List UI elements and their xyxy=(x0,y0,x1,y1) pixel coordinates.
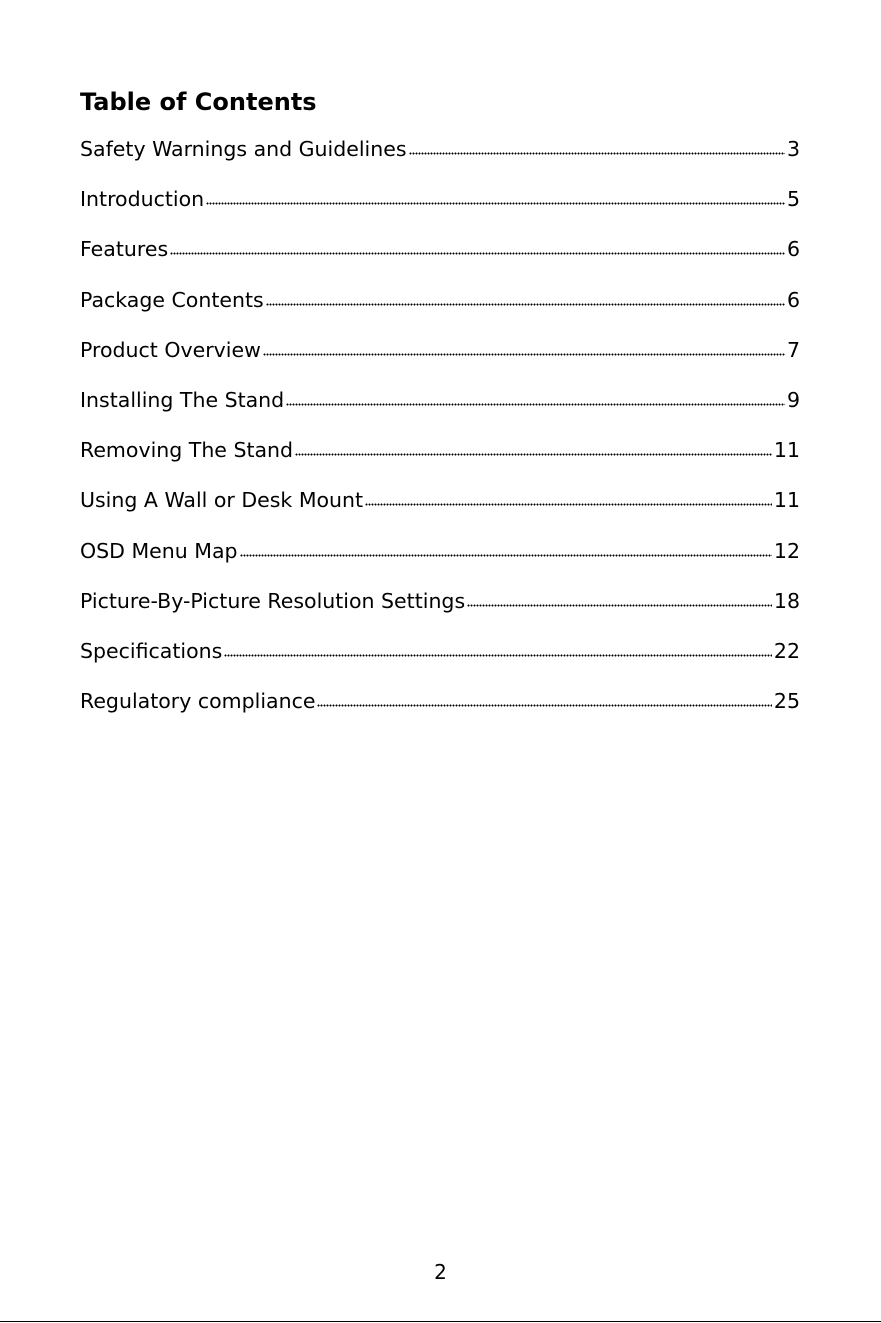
toc-entry-label[interactable]: Safety Warnings and Guidelines xyxy=(80,137,407,161)
bottom-divider xyxy=(0,1321,881,1322)
toc-dot-leader xyxy=(224,653,772,657)
toc-entry-specifications[interactable] xyxy=(80,637,800,687)
toc-entry-removing-stand[interactable] xyxy=(80,436,800,486)
toc-dot-leader xyxy=(286,402,785,406)
toc-entry-page[interactable]: 9 xyxy=(786,387,800,412)
toc-entry-page[interactable]: 6 xyxy=(786,237,800,262)
toc-entry-installing-stand[interactable] xyxy=(80,386,800,436)
toc-entry-label[interactable]: Product Overview xyxy=(80,337,261,362)
toc-entry-label[interactable]: OSD Menu Map xyxy=(80,538,238,563)
toc-dot-leader xyxy=(295,452,772,456)
toc-entry-page[interactable]: 7 xyxy=(786,337,800,362)
toc-entry-pbp-resolution[interactable] xyxy=(80,587,800,637)
toc-entry-label[interactable]: Introduction xyxy=(80,187,205,212)
toc-entry-page[interactable]: 11 xyxy=(773,438,800,463)
toc-entry-label[interactable]: Package Contents xyxy=(80,287,264,312)
toc-entry-features[interactable] xyxy=(80,235,800,285)
toc-dot-leader xyxy=(263,352,785,356)
toc-entry-page[interactable]: 6 xyxy=(786,287,800,312)
toc-entry-introduction[interactable] xyxy=(80,185,800,235)
toc-entry-page[interactable]: 18 xyxy=(773,588,800,613)
toc-entry-label[interactable]: Picture-By-Picture Resolution Settings xyxy=(80,588,466,613)
toc-entry-label[interactable]: Using A Wall or Desk Mount xyxy=(80,488,364,513)
toc-entry-label[interactable]: Regulatory compliance xyxy=(80,689,316,714)
toc-entry-wall-desk-mount[interactable] xyxy=(80,486,800,536)
toc-entry-page[interactable]: 12 xyxy=(773,538,800,563)
toc-entry-label[interactable]: Installing The Stand xyxy=(80,387,285,412)
toc-entry-product-overview[interactable] xyxy=(80,336,800,386)
toc-dot-leader xyxy=(240,553,772,557)
toc-dot-leader xyxy=(266,302,785,306)
toc-dot-leader xyxy=(409,151,785,155)
toc-entry-label[interactable]: Features xyxy=(80,237,169,262)
toc-entry-label[interactable]: Removing The Stand xyxy=(80,438,294,463)
toc-dot-leader xyxy=(206,201,785,205)
toc-entry-regulatory-compliance[interactable] xyxy=(80,687,800,737)
toc-entry-label[interactable]: Specifications xyxy=(80,638,223,663)
toc-entry-safety-warnings[interactable] xyxy=(80,135,800,185)
toc-entry-osd-menu-map[interactable] xyxy=(80,537,800,587)
toc-dot-leader xyxy=(317,703,771,707)
toc-entry-page[interactable]: 11 xyxy=(773,488,800,513)
toc-dot-leader xyxy=(365,502,772,506)
toc-entry-page[interactable]: 5 xyxy=(786,187,800,212)
toc-entry-page[interactable]: 25 xyxy=(773,689,800,714)
toc-title: Table of Contents xyxy=(80,88,317,116)
page-number: 2 xyxy=(434,1260,447,1284)
toc-entry-page[interactable]: 3 xyxy=(786,137,800,161)
toc-dot-leader xyxy=(170,251,785,255)
toc-list xyxy=(80,135,800,737)
toc-entry-package-contents[interactable] xyxy=(80,286,800,336)
toc-entry-page[interactable]: 22 xyxy=(773,638,800,663)
toc-dot-leader xyxy=(467,603,772,607)
